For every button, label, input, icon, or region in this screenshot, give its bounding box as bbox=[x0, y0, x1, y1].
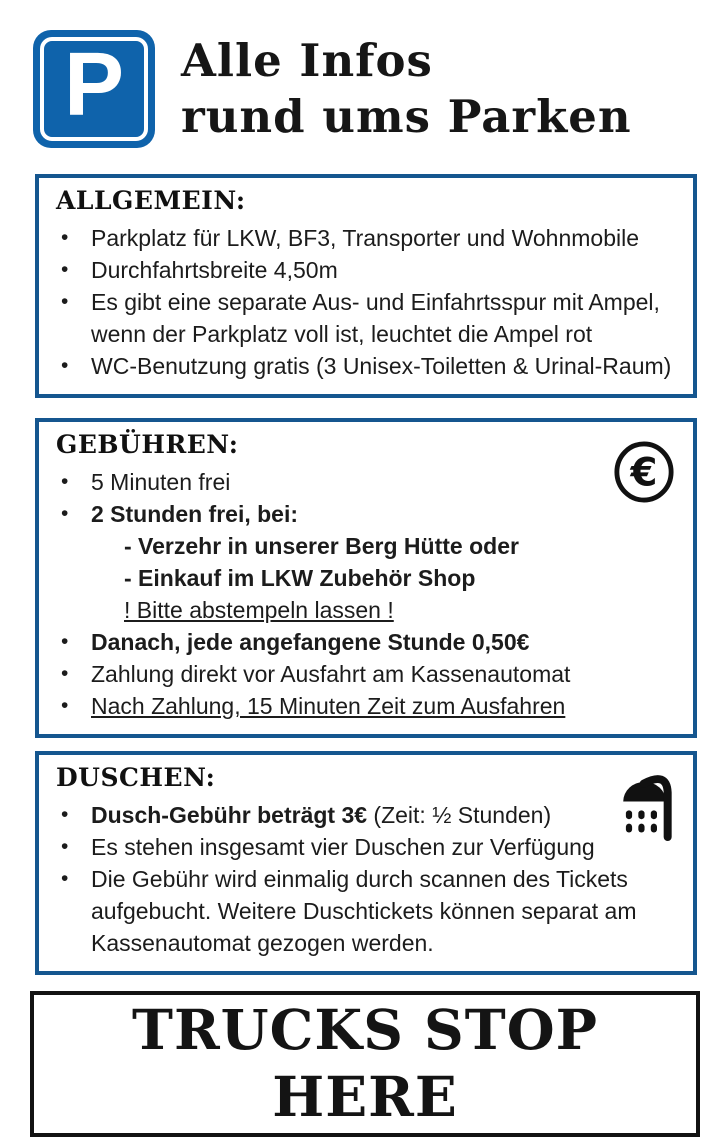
trucks-stop-banner: TRUCKS STOP HERE bbox=[30, 991, 700, 1137]
shower-icon bbox=[617, 763, 681, 847]
list-item: • Dusch-Gebühr beträgt 3€ (Zeit: ½ Stunden) bbox=[56, 799, 681, 831]
list-item: • 2 Stunden frei, bei: bbox=[56, 498, 681, 530]
svg-text:€: € bbox=[630, 450, 658, 496]
list-subitem: - Verzehr in unserer Berg Hütte oder bbox=[124, 533, 519, 559]
list-item: • 5 Minuten frei bbox=[56, 466, 681, 498]
gebuehren-heading: GEBÜHREN: bbox=[56, 430, 239, 459]
list-item: • Es stehen insgesamt vier Duschen zur Verfügung bbox=[56, 831, 681, 863]
bullet-icon: • bbox=[61, 290, 69, 313]
list-item: • Danach, jede angefangene Stunde 0,50€ bbox=[56, 626, 681, 658]
bullet-icon: • bbox=[61, 662, 69, 685]
bullet-icon: • bbox=[61, 694, 69, 717]
list-item: • WC-Benutzung gratis (3 Unisex-Toiletten & Urinal-Raum) bbox=[56, 350, 681, 382]
section-duschen bbox=[35, 751, 697, 975]
bullet-icon: • bbox=[61, 835, 69, 858]
allgemein-list bbox=[56, 222, 681, 382]
list-subitem: ! Bitte abstempeln lassen ! bbox=[124, 597, 394, 623]
duschen-heading: DUSCHEN: bbox=[56, 763, 216, 792]
list-item: • Es gibt eine separate Aus- und Einfahrtsspur mit Ampel, wenn der Parkplatz voll ist, leuchtet die Ampel rot bbox=[56, 286, 681, 350]
list-subitem: - Einkauf im LKW Zubehör Shop bbox=[124, 565, 476, 591]
list-item: • Durchfahrtsbreite 4,50m bbox=[56, 254, 681, 286]
list-item: • Nach Zahlung, 15 Minuten Zeit zum Ausfahren bbox=[56, 690, 681, 722]
section-gebuehren bbox=[35, 418, 697, 738]
page-title bbox=[181, 33, 632, 146]
bullet-icon: • bbox=[61, 226, 69, 249]
list-item: • Zahlung direkt vor Ausfahrt am Kassenautomat bbox=[56, 658, 681, 690]
page-title-line1: Alle Infos bbox=[181, 33, 433, 87]
bullet-icon: • bbox=[61, 803, 69, 826]
bullet-icon: • bbox=[61, 354, 69, 377]
euro-icon bbox=[613, 440, 675, 504]
bullet-icon: • bbox=[61, 502, 69, 525]
gebuehren-list bbox=[56, 466, 681, 722]
parking-sign-letter: P bbox=[63, 35, 125, 135]
list-item: • Die Gebühr wird einmalig durch scannen des Tickets aufgebucht. Weitere Duschtickets können separat am Kassenautomat gezogen werden. bbox=[56, 863, 681, 959]
bullet-icon: • bbox=[61, 258, 69, 281]
list-item: • Parkplatz für LKW, BF3, Transporter und Wohnmobile bbox=[56, 222, 681, 254]
duschen-list bbox=[56, 799, 681, 959]
bullet-icon: • bbox=[61, 470, 69, 493]
bullet-icon: • bbox=[61, 867, 69, 890]
page-title-line2: rund ums Parken bbox=[181, 90, 632, 143]
section-allgemein bbox=[35, 174, 697, 398]
parking-sign-icon bbox=[33, 30, 155, 148]
allgemein-heading: ALLGEMEIN: bbox=[56, 186, 246, 215]
bullet-icon: • bbox=[61, 630, 69, 653]
header bbox=[0, 0, 727, 148]
